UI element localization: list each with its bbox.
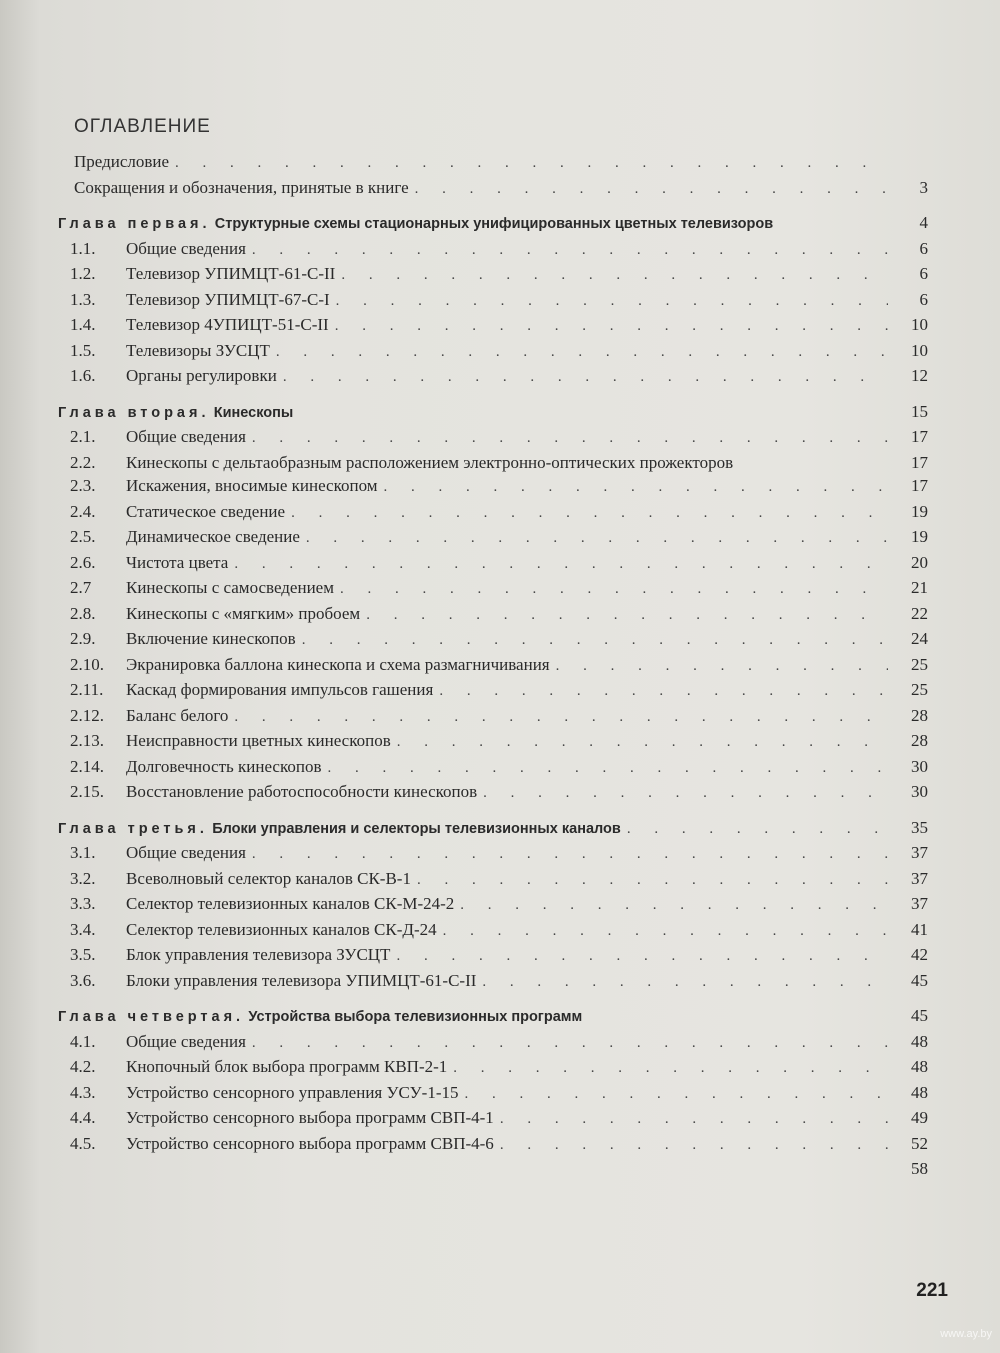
chapter-name: Глава четвертая. (58, 1009, 245, 1025)
entry-label: Кинескопы с самосведением (126, 578, 334, 597)
toc-entry (58, 425, 928, 451)
toc-entry (58, 1106, 928, 1132)
entry-page: 17 (911, 452, 928, 472)
toc-entry (58, 892, 928, 918)
section-number: 2.7 (70, 578, 92, 597)
leader-dots (336, 290, 888, 314)
section-number: 3.6. (70, 970, 96, 990)
leader-dots (417, 869, 888, 893)
leader-dots (328, 757, 889, 781)
entry-page: 58 (911, 1159, 928, 1178)
entry-page: 6 (919, 289, 928, 309)
leader-dots (252, 843, 888, 867)
leader-dots (439, 680, 888, 704)
entry-page: 24 (911, 629, 928, 648)
chapter-heading (58, 211, 928, 237)
section-number: 2.2. (70, 452, 96, 472)
chapter-name: Глава вторая. (58, 404, 210, 421)
entry-label: Долговечность кинескопов (126, 756, 322, 776)
toc-entry (58, 451, 928, 475)
entry-label: Кнопочный блок выбора программ КВП-2-1 (126, 1057, 448, 1076)
section-number: 1.3. (70, 289, 96, 309)
entry-page: 49 (911, 1108, 928, 1127)
toc-entry (58, 969, 928, 995)
entry-label: Блок управления телевизора ЗУСЦТ (126, 945, 391, 964)
entry-page: 12 (911, 366, 928, 385)
entry-label: Сокращения и обозначения, принятые в книге (74, 177, 409, 197)
toc-entry (58, 653, 928, 679)
entry-page: 4 (919, 213, 928, 232)
section-number: 4.1. (70, 1031, 96, 1051)
entry-page: 37 (911, 843, 928, 862)
leader-dots (234, 553, 888, 577)
entry-page: 25 (911, 680, 928, 699)
entry-page: 6 (919, 238, 928, 258)
toc-entry (58, 918, 928, 944)
leader-dots (500, 1108, 888, 1132)
entry-page: 52 (911, 1133, 928, 1153)
entry-label: Экранировка баллона кинескопа и схема размагничивания (126, 654, 550, 674)
entry-label: Органы регулировки (126, 366, 277, 385)
toc-entry (58, 1030, 928, 1056)
toc-entry (58, 1055, 928, 1081)
section-number: 3.4. (70, 919, 96, 939)
leader-dots (252, 1032, 888, 1056)
entry-label: Устройство сенсорного выбора программ СВП-4-6 (126, 1133, 494, 1153)
entry-page: 6 (919, 264, 928, 283)
toc-entry (58, 551, 928, 577)
toc-entry (58, 237, 928, 263)
section-number: 2.14. (70, 756, 104, 776)
section-number: 3.2. (70, 868, 96, 888)
section-number: 2.6. (70, 552, 96, 572)
entry-page: 19 (911, 501, 928, 521)
entry-label: Телевизор 4УПИЦТ-51-С-II (126, 315, 329, 334)
entry-label: Селектор телевизионных каналов СК-М-24-2 (126, 894, 455, 913)
leader-dots (453, 1057, 888, 1081)
entry-label: Общие сведения (126, 238, 246, 258)
chapter-title: Блоки управления и селекторы телевизионных каналов (212, 820, 621, 837)
entry-label: Телевизоры ЗУСЦТ (126, 340, 270, 360)
section-number: 2.8. (70, 603, 96, 623)
entry-page: 48 (911, 1082, 928, 1102)
entry-page: 3 (919, 177, 928, 197)
entry-page: 45 (911, 970, 928, 990)
toc-entry (58, 313, 928, 339)
section-number: 4.5. (70, 1133, 96, 1153)
entry-page: 20 (911, 552, 928, 572)
entry-page: 10 (911, 340, 928, 360)
leader-dots (396, 945, 888, 969)
toc-entry-preface (58, 150, 928, 176)
table-of-contents (58, 150, 928, 1183)
toc-entry (58, 780, 928, 806)
entry-label: Статическое сведение (126, 501, 286, 521)
section-number: 3.1. (70, 843, 96, 862)
entry-label: Включение кинескопов (126, 629, 296, 648)
section-number: 2.13. (70, 731, 104, 750)
entry-label: Чистота цвета (126, 552, 229, 572)
entry-label: Неисправности цветных кинескопов (126, 731, 391, 750)
toc-entry (58, 262, 928, 288)
toc-entry (58, 678, 928, 704)
toc-title: ОГЛАВЛЕНИЕ (74, 116, 211, 137)
toc-entry (58, 704, 928, 730)
entry-page: 28 (911, 705, 928, 725)
leader-dots (627, 818, 888, 842)
section-number: 2.15. (70, 782, 104, 801)
entry-page: 48 (911, 1031, 928, 1051)
entry-label: Телевизор УПИМЦТ-67-С-I (126, 289, 330, 309)
leader-dots (384, 476, 888, 500)
toc-entry-trailing (58, 1157, 928, 1183)
toc-entry (58, 729, 928, 755)
leader-dots (366, 604, 888, 628)
leader-dots (415, 178, 888, 202)
entry-page: 25 (911, 654, 928, 674)
toc-entry (58, 288, 928, 314)
entry-page: 28 (911, 731, 928, 750)
entry-label: Искажения, вносимые кинескопом (126, 476, 378, 495)
toc-entry (58, 339, 928, 365)
toc-entry (58, 364, 928, 390)
section-number: 2.9. (70, 629, 96, 648)
entry-page: 41 (911, 919, 928, 939)
entry-page: 17 (911, 427, 928, 446)
toc-entry-abbreviations (58, 176, 928, 202)
chapter-name: Глава третья. (58, 820, 208, 837)
section-number: 4.2. (70, 1057, 96, 1076)
leader-dots (302, 629, 888, 653)
leader-dots (234, 706, 888, 730)
section-number: 2.1. (70, 427, 96, 446)
entry-page: 37 (911, 868, 928, 888)
leader-dots (335, 315, 888, 339)
entry-page: 30 (911, 756, 928, 776)
entry-page: 10 (911, 315, 928, 334)
toc-entry (58, 1081, 928, 1107)
leader-dots (340, 578, 888, 602)
toc-entry (58, 841, 928, 867)
section-number: 2.10. (70, 654, 104, 674)
entry-label: Блоки управления телевизора УПИМЦТ-61-С-II (126, 970, 477, 990)
chapter-heading (58, 400, 928, 426)
entry-label: Общие сведения (126, 1031, 246, 1051)
leader-dots (291, 502, 888, 526)
entry-label: Баланс белого (126, 705, 229, 725)
section-number: 2.3. (70, 476, 96, 495)
entry-page: 48 (911, 1057, 928, 1076)
toc-entry (58, 627, 928, 653)
leader-dots (460, 894, 888, 918)
leader-dots (252, 239, 888, 263)
toc-entry (58, 867, 928, 893)
leader-dots (465, 1083, 889, 1107)
entry-label: Динамическое сведение (126, 527, 300, 546)
watermark: www.ay.by (940, 1328, 992, 1340)
leader-dots (556, 655, 888, 679)
entry-page: 15 (911, 401, 928, 421)
section-number: 2.11. (70, 680, 104, 699)
leader-dots (306, 527, 888, 551)
toc-entry (58, 602, 928, 628)
entry-label: Устройство сенсорного управления УСУ-1-15 (126, 1082, 459, 1102)
section-number: 4.4. (70, 1108, 96, 1127)
section-number: 1.1. (70, 238, 96, 258)
toc-entry (58, 755, 928, 781)
entry-page: 45 (911, 1006, 928, 1025)
entry-label: Устройство сенсорного выбора программ СВП-4-1 (126, 1108, 494, 1127)
entry-label: Предисловие (74, 152, 170, 171)
leader-dots (483, 782, 888, 806)
section-number: 2.4. (70, 501, 96, 521)
entry-label: Всеволновый селектор каналов СК-В-1 (126, 868, 411, 888)
entry-label: Кинескопы с дельтаобразным расположением электронно-оптических прожекторов (126, 452, 734, 472)
leader-dots (252, 427, 888, 451)
toc-entry (58, 500, 928, 526)
leader-dots (482, 971, 888, 995)
leader-dots (283, 366, 888, 390)
toc-entry (58, 525, 928, 551)
entry-label: Селектор телевизионных каналов СК-Д-24 (126, 919, 437, 939)
entry-label: Общие сведения (126, 843, 246, 862)
chapter-heading (58, 1004, 928, 1030)
section-number: 2.12. (70, 705, 104, 725)
section-number: 3.3. (70, 894, 96, 913)
leader-dots (341, 264, 888, 288)
chapter-title: Структурные схемы стационарных унифицированных цветных телевизоров (214, 216, 774, 232)
section-number: 2.5. (70, 527, 96, 546)
entry-page: 35 (911, 817, 928, 837)
leader-dots (276, 341, 888, 365)
leader-dots (443, 920, 888, 944)
entry-label: Восстановление работоспособности кинескопов (126, 782, 478, 801)
toc-entry (58, 1132, 928, 1158)
chapter-heading (58, 816, 928, 842)
leader-dots (397, 731, 888, 755)
entry-label: Телевизор УПИМЦТ-61-С-II (126, 264, 336, 283)
section-number: 1.5. (70, 340, 96, 360)
section-number: 1.6. (70, 366, 96, 385)
entry-label: Кинескопы с «мягким» пробоем (126, 603, 361, 623)
entry-page: 37 (911, 894, 928, 913)
toc-entry (58, 474, 928, 500)
section-number: 4.3. (70, 1082, 96, 1102)
entry-page: 17 (911, 476, 928, 495)
entry-label: Каскад формирования импульсов гашения (126, 680, 434, 699)
toc-entry (58, 576, 928, 602)
leader-dots (175, 152, 888, 176)
entry-page: 42 (911, 945, 928, 964)
leader-dots (500, 1134, 888, 1158)
entry-label: Общие сведения (126, 427, 246, 446)
chapter-title: Кинескопы (213, 404, 294, 421)
chapter-name: Глава первая. (58, 216, 211, 232)
entry-page: 30 (911, 782, 928, 801)
page-number: 221 (916, 1280, 948, 1301)
section-number: 1.4. (70, 315, 96, 334)
section-number: 1.2. (70, 264, 96, 283)
entry-page: 21 (911, 578, 928, 597)
entry-page: 22 (911, 603, 928, 623)
chapter-title: Устройства выбора телевизионных программ (248, 1009, 583, 1025)
section-number: 3.5. (70, 945, 96, 964)
entry-page: 19 (911, 527, 928, 546)
toc-entry (58, 943, 928, 969)
